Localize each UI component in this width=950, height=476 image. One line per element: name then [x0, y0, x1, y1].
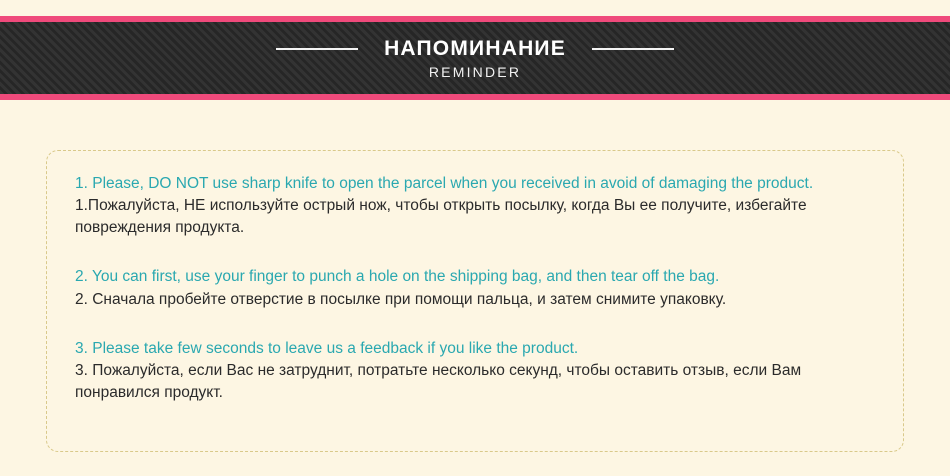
banner-rule-right: [592, 48, 674, 50]
spacer: [75, 256, 875, 266]
reminder-note-box: [46, 150, 904, 452]
spacer: [75, 328, 875, 338]
reminder-banner: [0, 16, 950, 100]
reminder-item-1: [75, 173, 875, 238]
reminder-item-1-ru: 1.Пожалуйста, НЕ используйте острый нож, чтобы открыть посылку, когда Вы ее получите, избегайте повреждения продукта.: [75, 197, 807, 236]
reminder-item-2-en: 2. You can first, use your finger to punch a hole on the shipping bag, and then tear off the bag.: [75, 268, 720, 286]
reminder-item-3-ru: 3. Пожалуйста, если Вас не затруднит, потратьте несколько секунд, чтобы оставить отзыв, если Вам понравился продукт.: [75, 362, 802, 401]
banner-title: НАПОМИНАНИЕ: [384, 36, 566, 60]
reminder-item-1-en: 1. Please, DO NOT use sharp knife to open the parcel when you received in avoid of damaging the product.: [75, 175, 814, 192]
banner-subtitle: REMINDER: [428, 63, 522, 80]
reminder-item-3-en: 3. Please take few seconds to leave us a feedback if you like the product.: [75, 339, 579, 357]
banner-title-row: [0, 37, 950, 61]
reminder-item-2: [75, 266, 875, 310]
reminder-page: [0, 16, 950, 476]
reminder-item-3: [75, 338, 875, 403]
reminder-item-2-ru: 2. Сначала пробейте отверстие в посылке при помощи пальца, и затем снимите упаковку.: [75, 290, 727, 308]
banner-rule-left: [276, 48, 358, 50]
